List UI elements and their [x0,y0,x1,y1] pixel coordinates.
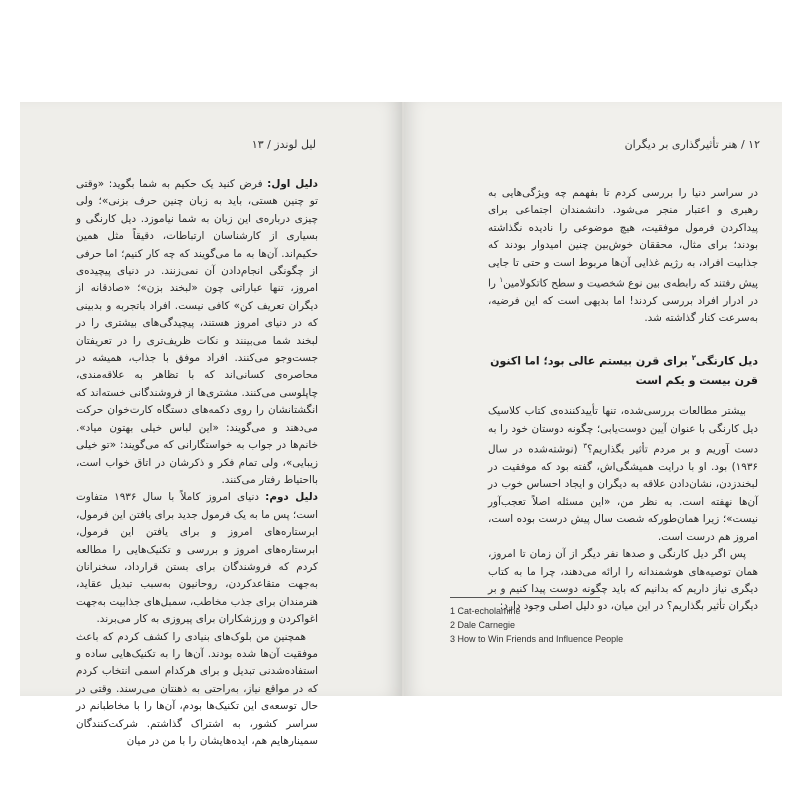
paragraph-first-reason [76,176,318,489]
footnote-marker: ۱ [499,276,504,285]
paragraph-intro [488,185,758,328]
right-page [404,102,782,696]
paragraph-text: در سراسر دنیا را بررسی کردم تا بفهمم چه ویژگی‌هایی به رهبری و اعتبار منجر می‌شود. دانشمندان اجتماعی برای پیداکردن فرمول موفقیت، هیچ موضوعی را نادیده نگذاشته بودند؛ برای مثال، محققان خوش‌بین چنین امیدوار بودند که جذابیت افراد، به رژیم غذایی آن‌ها مربوط است و حتی تا جایی پیش رفتند که رابطه‌ی بین نوع شخصیت و سطح کاتکولامین [488,187,758,290]
left-body-text [76,176,318,750]
running-header-right: ۱۲ / هنر تأثیرگذاری بر دیگران [624,138,760,151]
paragraph-text: را در ادرار افراد بررسی کردند! اما بدیهی است که این فرضیه، به‌سرعت کنار گذاشته شد. [488,277,758,325]
paragraph-lead: دلیل اول: [267,178,318,190]
paragraph-text: (نوشته‌شده در سال ۱۹۳۶) بود. او با درایت همیشگی‌اش، گفته بود که موفقیت در لبخندزدن، نشان‌دادن علاقه به دیگران و ایجاد احساس خوب در آن‌ها نهفته است. به نظر من، «این مسئله اصلاً تعجب‌آور نیست»؛ زیرا همان‌طورکه شصت سال پیش درست بوده است، امروز هم درست است. [488,443,758,543]
paragraph-carnegie-book [488,403,758,546]
paragraph-text: فرض کنید یک حکیم به شما بگوید: «وقتی تو چنین هستی، باید به زبان چنین حرف بزنی»؛ ولی چیزی درباره‌ی این زبان به شما نیاموزد. دیل کارنگی و بسیاری از کارشناسان ارتباطات، دقیقاً مثل همین حکیم‌اند. آن‌ها به ما می‌گویند که چه کار کنیم؛ اما حرفی از چگونگی انجام‌دادن آن نمی‌زنند. در دنیای پیچیده‌ی امروز، تنها عباراتی چون «لبخند بزن»؛ «صادقانه از دیگران تعریف کن» کافی نیست. افراد باتجربه و بدبینی که در دنیای امروز هستند، پیچیدگی‌های بیشتری را در لبخند شما می‌بینند و نکات ظریف‌تری را در تعریفتان جست‌وجو می‌کنند. افراد موفق با جذاب، همیشه در محاصره‌ی کسانی‌اند که با تظاهر به علاقه‌مندی، چاپلوسی می‌کنند. مشتری‌ها از فروشندگانی خسته‌اند که انگشتانشان را روی دکمه‌های دستگاه کارت‌خوان حرکت می‌دهند و می‌گویند: «این لباس خیلی بهتون میاد». خانم‌ها در جواب به خواستگارانی که می‌گویند: «تو خیلی زیبایی»، ولی تمام فکر و ذکرشان در اتاق خواب است، بااحتیاط رفتار می‌کنند. [76,178,318,486]
paragraph-second-reason [76,489,318,628]
left-page [20,102,402,747]
footnote-1: 1 Cat-echolamine [450,606,521,616]
paragraph-text: همچنین من بلوک‌های بنیادی را کشف کردم که باعث موفقیت آن‌ها شده بودند. آن‌ها را به تکنیک‌هایی ساده و استفاده‌شدنی تبدیل و برای هرکدام اسمی انتخاب کردم که در مواقع نیاز، به‌راحتی به ذهنتان می‌رسند. وقتی در حال توسعه‌ی این تکنیک‌ها بودم، آن‌ها را با مخاطبانم در سراسر کشور، به اشتراک گذاشتم. شرکت‌کنندگان سمینارهایم هم، ایده‌هایشان را با من در میان [76,630,318,747]
footnote-3: 3 How to Win Friends and Influence People [450,634,624,644]
heading-text: دیل کارنگی [696,354,758,368]
paragraph-lead: دلیل دوم: [265,491,318,504]
paragraph-text: دنیای امروز کاملاً با سال ۱۹۳۶ متفاوت است؛ پس ما به یک فرمول جدید برای یافتن این فرمول، ابرستاره‌های امروز و برای یافتن این فرمول، ابرستاره‌های امروز و بررسی و تکنیک‌هایی را مطالعه کردم که فروشندگان برای بستن قرارداد، سخنرانان به‌جهت متقاعدکردن، روحانیون به‌سبب تبدیل عقاید، هنرمندان برای جذب مخاطب، سمبل‌های جذابیت به‌جهت اغواکردن و ورزشکاران برای پیروزی به کار می‌برند. [76,491,318,626]
paragraph-text: پس اگر دیل کارنگی و صدها نفر دیگر از آن زمان تا امروز، همان توصیه‌های هوشمندانه را ارائه می‌دهند، چرا ما به کتاب دیگری نیاز داریم که بدانیم که باید چگونه دوست پیدا کنیم و بر دیگران تأثیر بگذاریم؟ در این میان، دو دلیل اصلی وجود دارد: [488,548,758,613]
heading-text: برای قرن بیستم عالی بود؛ اما اکنون قرن بیست و یکم است [490,354,758,388]
right-body-text [488,185,758,616]
footnote-2: 2 Dale Carnegie [450,620,516,630]
footnote-separator [450,597,600,598]
running-header-left: لیل لوندز / ۱۳ [251,138,316,151]
footnote-marker: ۲ [691,353,697,362]
section-heading [488,348,758,392]
paragraph-text: بیشتر مطالعات بررسی‌شده، تنها تأییدکننده‌ی کتاب کلاسیک دیل کارنگی با عنوان آیین دوست‌یابی؛ چگونه دوستان خود را به دست آوریم و بر مردم تأثیر بگذاریم؟ [488,405,759,456]
footnotes [450,604,623,646]
footnote-marker: ۳ [583,442,587,451]
paragraph-building-blocks [76,629,318,751]
